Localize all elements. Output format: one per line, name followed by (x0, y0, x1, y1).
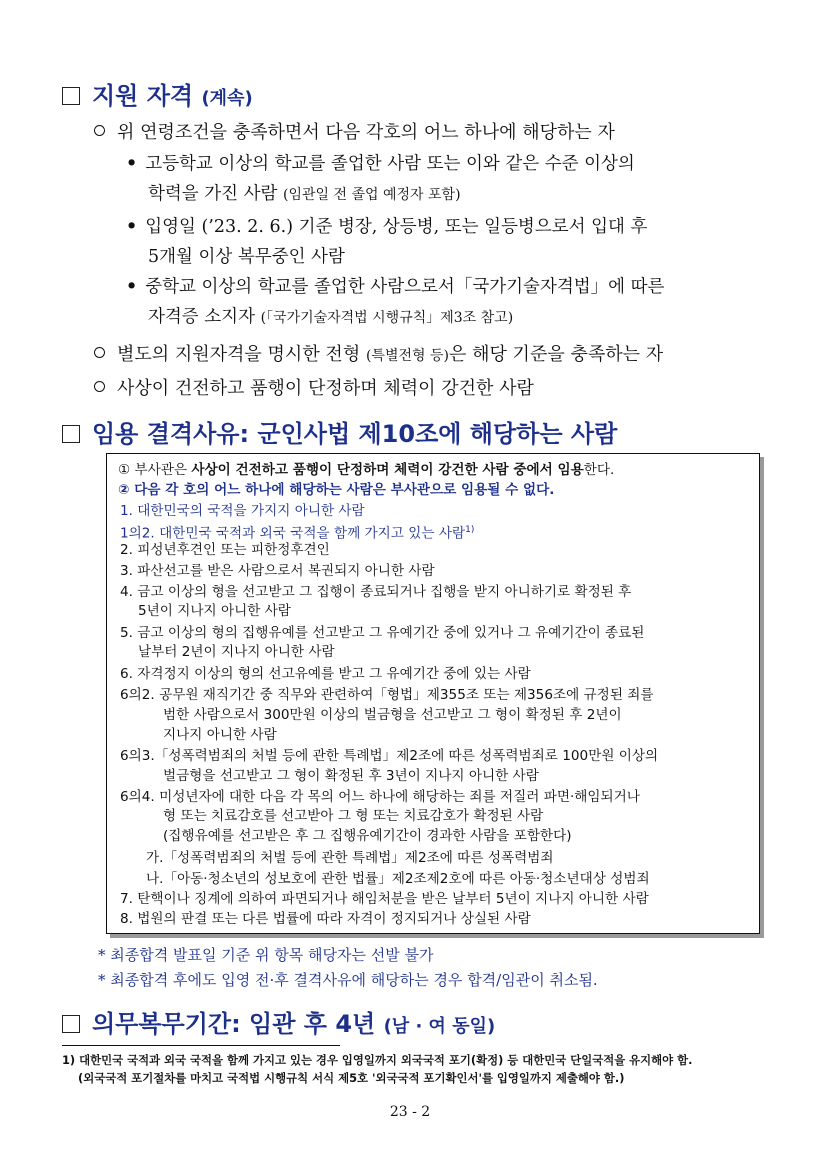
disqualification-item-cont: 형 또는 치료감호를 선고받아 그 형 또는 치료감호가 확정된 사람 (163, 808, 544, 824)
section-heading-disqualification (62, 414, 617, 449)
disqualification-item-cont: 날부터 2년이 지나지 아니한 사람 (138, 644, 335, 660)
disqualification-item-cont: 5년이 지나지 아니한 사람 (138, 603, 291, 619)
bullet-dot-icon: • (126, 154, 138, 174)
section-heading-service-period (62, 1004, 495, 1039)
disqualification-item: 6의4. 미성년자에 대한 다음 각 목의 어느 하나에 해당하는 죄를 저질러 파면·해임되거나 (120, 789, 640, 805)
bullet-note: (임관일 전 졸업 예정자 포함) (283, 187, 461, 203)
disqualification-item-cont: 벌금형을 선고받고 그 형이 확정된 후 3년이 지나지 아니한 사람 (163, 768, 539, 784)
disqualification-item: 4. 금고 이상의 형을 선고받고 그 집행이 종료되거나 집행을 받지 아니하기로 확정된 후 (120, 584, 632, 600)
bullet-education (126, 150, 635, 175)
disqualification-item-cont: 지나지 아니한 사람 (163, 727, 277, 743)
section-suffix: (남 · 여 동일) (383, 1016, 496, 1037)
section-heading-eligibility (62, 76, 253, 111)
disqualification-item: 3. 파산선고를 받은 사람으로서 복권되지 아니한 사람 (120, 563, 435, 579)
bullet-text: 중학교 이상의 학교를 졸업한 사람으로서「국가기술자격법」에 따른 (145, 277, 665, 297)
panel-clause-1 (118, 462, 614, 479)
item-text: 1의2. 대한민국 국적과 외국 국적을 함께 가지고 있는 사람 (120, 525, 466, 542)
footnote-text: (외국국적 포기절차를 마치고 국적법 시행규칙 서식 제5호 '외국국적 포기확인서'를 입영일까지 제출해야 함.) (78, 1071, 625, 1085)
panel-clause-2: ② 다음 각 호의 어느 하나에 해당하는 사람은 부사관으로 임용될 수 없다. (118, 482, 555, 498)
disqualification-item: 6. 자격정지 이상의 형의 선고유예를 받고 그 유예기간 중에 있는 사람 (120, 666, 531, 682)
criteria-lead-text: 위 연령조건을 충족하면서 다음 각호의 어느 하나에 해당하는 자 (117, 122, 615, 143)
hollow-circle-bullet-icon (94, 347, 105, 358)
hollow-circle-bullet-icon (94, 125, 105, 136)
checkbox-square-icon (62, 1015, 80, 1033)
disqualification-item: 8. 법원의 판결 또는 다른 법률에 따라 자격이 정지되거나 상실된 사람 (120, 911, 531, 927)
bullet-education-cont (148, 180, 461, 205)
disqualification-item: 1. 대한민국의 국적을 가지지 아니한 사람 (120, 503, 365, 519)
hollow-circle-bullet-icon (94, 381, 105, 392)
bullet-text: 입영일 (’23. 2. 6.) 기준 병장, 상등병, 또는 일등병으로서 입대 후 (145, 217, 648, 237)
checkbox-square-icon (62, 425, 80, 443)
disqualification-item: 5. 금고 이상의 형의 집행유예를 선고받고 그 유예기간 중에 있거나 그 유예기간이 종료된 (120, 625, 645, 641)
footnote-text: 1) 대한민국 국적과 외국 국적을 함께 가지고 있는 경우 입영일까지 외국국적 포기(확정) 등 대한민국 단일국적을 유지해야 함. (62, 1053, 693, 1067)
bullet-note: (「국가기술자격법 시행규칙」제3조 참고) (260, 310, 514, 326)
section-title: 지원 자격 (92, 82, 194, 110)
criteria-character (94, 374, 534, 400)
notice-line: * 최종합격 발표일 기준 위 항목 해당자는 선발 불가 (98, 946, 434, 964)
section-title: 임용 결격사유: 군인사법 제10조에 해당하는 사람 (92, 420, 618, 448)
disqualification-item-cont: 범한 사람으로서 300만원 이상의 벌금형을 선고받고 그 형이 확정된 후 2년이 (163, 707, 622, 723)
footnote-marker: 1) (465, 525, 475, 535)
disqualification-subitem: 나.「아동·청소년의 성보호에 관한 법률」제2조제2호에 따른 아동·청소년대상 성범죄 (146, 871, 650, 887)
bullet-military-cont (148, 243, 345, 268)
disqualification-item (120, 522, 474, 543)
clause-emphasis: 사상이 건전하고 품행이 단정하며 체력이 강건한 사람 중에서 임용 (191, 462, 584, 478)
bullet-text: 학력을 가진 사람 (148, 184, 278, 204)
criteria-text: 별도의 지원자격을 명시한 전형 (117, 344, 361, 365)
disqualification-item: 6의3.「성폭력범죄의 처벌 등에 관한 특례법」제2조에 따른 성폭력범죄로 100만원 이상의 (120, 748, 659, 764)
bullet-license-cont (148, 303, 513, 328)
clause-text: 한다. (583, 462, 615, 478)
bullet-text: 5개월 이상 복무중인 사람 (148, 247, 345, 267)
criteria-text-tail: 은 해당 기준을 충족하는 자 (448, 344, 664, 365)
bullet-text: 고등학교 이상의 학교를 졸업한 사람 또는 이와 같은 수준 이상의 (145, 154, 635, 174)
bullet-military (126, 213, 647, 238)
clause-text: ① 부사관은 (118, 462, 192, 478)
disqualification-item: 2. 피성년후견인 또는 피한정후견인 (120, 542, 330, 558)
criteria-lead (94, 118, 615, 144)
bullet-text: 자격증 소지자 (148, 307, 255, 327)
criteria-text: 사상이 건전하고 품행이 단정하며 체력이 강건한 사람 (117, 378, 534, 399)
disqualification-item: 6의2. 공무원 재직기간 중 직무와 관련하여「형법」제355조 또는 제356조에 규정된 죄를 (120, 687, 654, 703)
notice-line: * 최종합격 후에도 입영 전·후 결격사유에 해당하는 경우 합격/임관이 취소됨. (98, 971, 598, 989)
disqualification-item: 7. 탄핵이나 징계에 의하여 파면되거나 해임처분을 받은 날부터 5년이 지나지 아니한 사람 (120, 891, 649, 907)
criteria-note: (특별전형 등) (365, 348, 449, 364)
criteria-special (94, 340, 663, 366)
bullet-license (126, 273, 664, 298)
footnote-divider (62, 1045, 340, 1046)
checkbox-square-icon (62, 87, 80, 105)
section-title: 의무복무기간: 임관 후 4년 (92, 1010, 376, 1038)
section-suffix: (계속) (201, 88, 253, 109)
disqualification-subitem: 가.「성폭력범죄의 처벌 등에 관한 특례법」제2조에 따른 성폭력범죄 (146, 850, 554, 866)
bullet-dot-icon: • (126, 277, 138, 297)
bullet-dot-icon: • (126, 217, 138, 237)
disqualification-item-cont: (집행유예를 선고받은 후 그 집행유예기간이 경과한 사람을 포함한다) (163, 828, 572, 844)
page-number: 23 - 2 (389, 1104, 431, 1120)
